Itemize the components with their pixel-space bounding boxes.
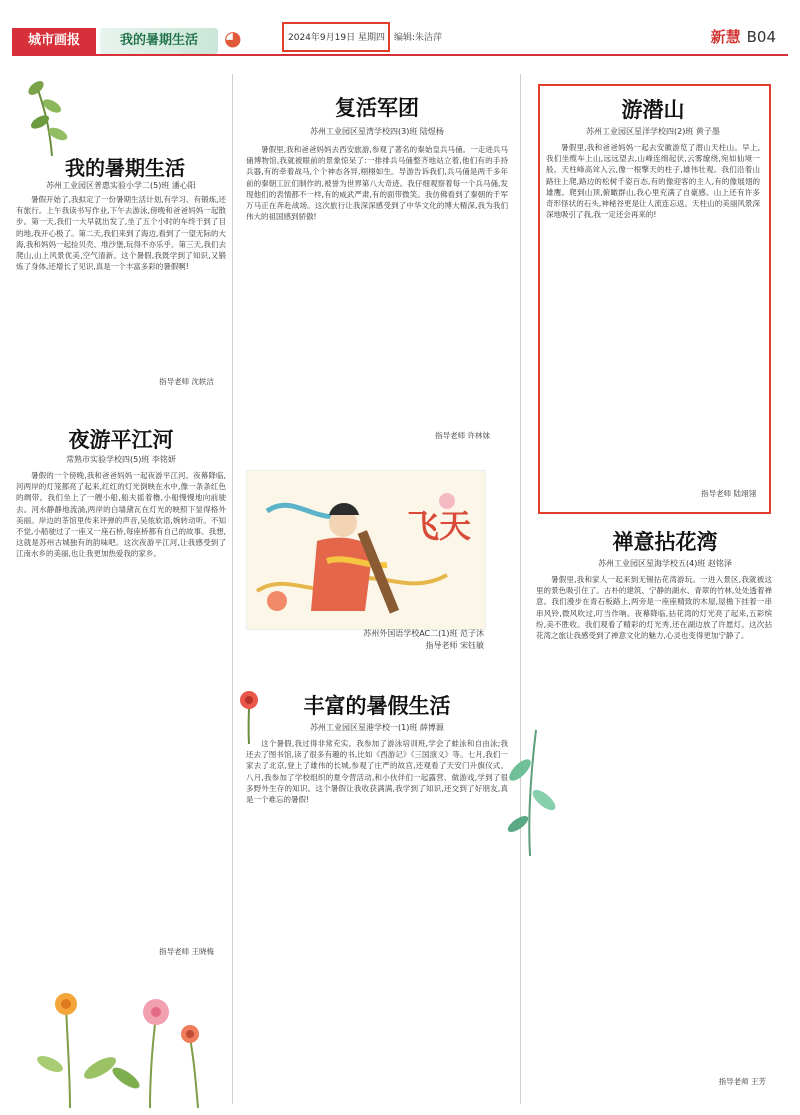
- section-label: 我的暑期生活: [100, 28, 218, 54]
- article-body-diving: 暑假里,我和爸爸妈妈一起去安徽游览了潜山天柱山。早上,我们坐缆车上山,远远望去,山峰连绵起伏,云雾缭绕,宛如仙境一般。天柱峰高耸入云,像一根擎天的柱子,雄伟壮观。我们沿着山路往上爬,路边的松树千姿百态,有的像迎客的主人,有的像展翅的雄鹰。爬到山顶,俯瞰群山,我心里充满了自豪感。山上还有许多奇形怪状的石头,神秘谷更是让人流连忘返。天柱山的美丽风景深深地吸引了我,我一定还会再来的!: [546, 143, 760, 220]
- artwork-caption-school: 苏州外国语学校AC二(1)班 范子沐: [363, 629, 484, 638]
- article-title-military: 复活军团: [335, 96, 419, 120]
- decorative-plant-icon: [22, 72, 78, 158]
- article-teacher-night-tour: 指导老师 王晓梅: [159, 947, 214, 956]
- decorative-leaf-icon: [500, 720, 560, 860]
- article-teacher-military: 指导老师 许林妹: [435, 431, 490, 440]
- article-title-rich-holiday: 丰富的暑假生活: [303, 694, 451, 718]
- column-divider-right: [520, 74, 521, 1104]
- artwork-label: 飞天: [407, 507, 472, 545]
- article-body-military: 暑假里,我和爸爸妈妈去西安旅游,参观了著名的秦始皇兵马俑。一走进兵马俑博物馆,我就被眼前的景象惊呆了:一排排兵马俑整齐地站立着,他们有的手持兵器,有的牵着战马,个个神态各异,栩栩如生。导游告诉我们,兵马俑是两千多年前的秦朝工匠们制作的,被誉为世界第八大奇迹。我仔细观察着每一个兵马俑,发现他们的表情都不一样,有的威武严肃,有的面带微笑。我仿佛看到了秦朝的千军万马正在奔赴战场。这次旅行让我深深感受到了中华文化的博大精深,我为我们伟大的祖国感到骄傲!: [246, 145, 508, 222]
- brand-label: 城市画报: [12, 28, 96, 54]
- life-ring-icon: ◕: [224, 26, 242, 50]
- article-teacher-summer-life: 指导老师 沈轶洁: [159, 377, 214, 386]
- article-body-zen-bay: 暑假里,我和家人一起来到无锡拈花湾游玩。一进入景区,我就被这里的景色吸引住了。古朴的建筑、宁静的湖水、青翠的竹林,处处透着禅意。我们漫步在青石板路上,两旁是一座座精致的木屋,屋檐下挂着一串串风铃,微风吹过,叮当作响。夜幕降临,拈花湾的灯光亮了起来,五彩缤纷,美不胜收。我们观看了精彩的灯光秀,还在湖边放了许愿灯。这次拈花湾之旅让我感受到了禅意文化的魅力,心灵也变得更加宁静了。: [536, 575, 772, 641]
- article-byline-diving: 苏州工业园区星洋学校四(2)班 黄子墨: [586, 127, 720, 136]
- decorative-rose-icon: [234, 686, 264, 746]
- column-divider-left: [232, 74, 233, 1104]
- article-byline-summer-life: 苏州工业园区普惠实验小学二(5)班 潘心阳: [46, 181, 196, 190]
- page-number-value: B04: [746, 28, 776, 46]
- editor-credit: 编辑:朱洁萍: [394, 33, 443, 43]
- artwork-caption-teacher: 指导老师 宋钰敏: [425, 641, 484, 650]
- article-title-summer-life: 我的暑期生活: [65, 156, 185, 180]
- page-header: [0, 0, 800, 66]
- decorative-flowers-icon: [30, 968, 230, 1108]
- flying-apsara-illustration: [247, 471, 485, 629]
- article-title-zen-bay: 禅意拈花湾: [612, 530, 718, 554]
- issue-date: 2024年9月19日 星期四: [288, 33, 385, 43]
- header-divider: [12, 54, 788, 56]
- article-byline-zen-bay: 苏州工业园区星海学校五(4)班 赵铭泽: [598, 559, 732, 568]
- article-teacher-zen-bay: 指导老师 王芳: [718, 1077, 766, 1086]
- artwork-feitian: [246, 470, 486, 630]
- article-title-night-tour: 夜游平江河: [68, 428, 174, 452]
- article-byline-night-tour: 常熟市实验学校四(5)班 李铭妍: [66, 455, 176, 464]
- article-title-diving: 游潜山: [621, 98, 685, 122]
- article-body-summer-life: 暑假开始了,我拟定了一份暑期生活计划,有学习、有锻炼,还有旅行。上午我读书写作业,下午去游泳,傍晚和爸爸妈妈一起散步。第一天,我们一大早就出发了,坐了五个小时的车终于到了目的地,我开心极了。第二天,我们来到了海边,看到了一望无际的大海,我和妈妈一起捡贝壳、堆沙堡,玩得不亦乐乎。第三天,我们去爬山,山上风景优美,空气清新。这个暑假,我既学到了知识,又锻炼了身体,还增长了见识,真是一个丰富多彩的暑假啊!: [16, 195, 226, 272]
- article-byline-rich-holiday: 苏州工业园区星港学校一(1)班 薛博源: [310, 723, 444, 732]
- article-byline-military: 苏州工业园区星湾学校四(3)班 陆煜杨: [310, 127, 444, 136]
- paper-name: 新慧: [710, 28, 741, 46]
- page-number: [711, 26, 776, 47]
- article-body-night-tour: 暑假的一个傍晚,我和爸爸妈妈一起夜游平江河。夜幕降临,河两岸的灯笼都亮了起来,红红的灯光倒映在水中,像一条条红色的绸带。我们坐上了一艘小船,船夫摇着橹,小船慢慢地向前驶去。河水静静地流淌,两岸的白墙黛瓦在灯光的映照下显得格外美丽。岸边的茶馆里传来评弹的声音,吴侬软语,婉转动听。不知不觉,小船驶过了一座又一座石桥,每座桥都有自己的故事。我想,这就是苏州古城独有的韵味吧。这次夜游平江河,让我感受到了江南水乡的美丽,也让我更加热爱我的家乡。: [16, 471, 226, 559]
- article-body-rich-holiday: 这个暑假,我过得非常充实。我参加了游泳培训班,学会了蛙泳和自由泳;我还去了图书馆,读了很多有趣的书,比如《西游记》《三国演义》等。七月,我们一家去了北京,登上了雄伟的长城,参观了庄严的故宫,还观看了天安门升旗仪式。八月,我参加了学校组织的夏令营活动,和小伙伴们一起露营、做游戏,学到了很多野外生存的知识。这个暑假让我收获满满,我学到了知识,还交到了好朋友,真是一个难忘的暑假!: [246, 739, 508, 805]
- article-teacher-diving: 指导老师 陆翊翎: [701, 489, 756, 498]
